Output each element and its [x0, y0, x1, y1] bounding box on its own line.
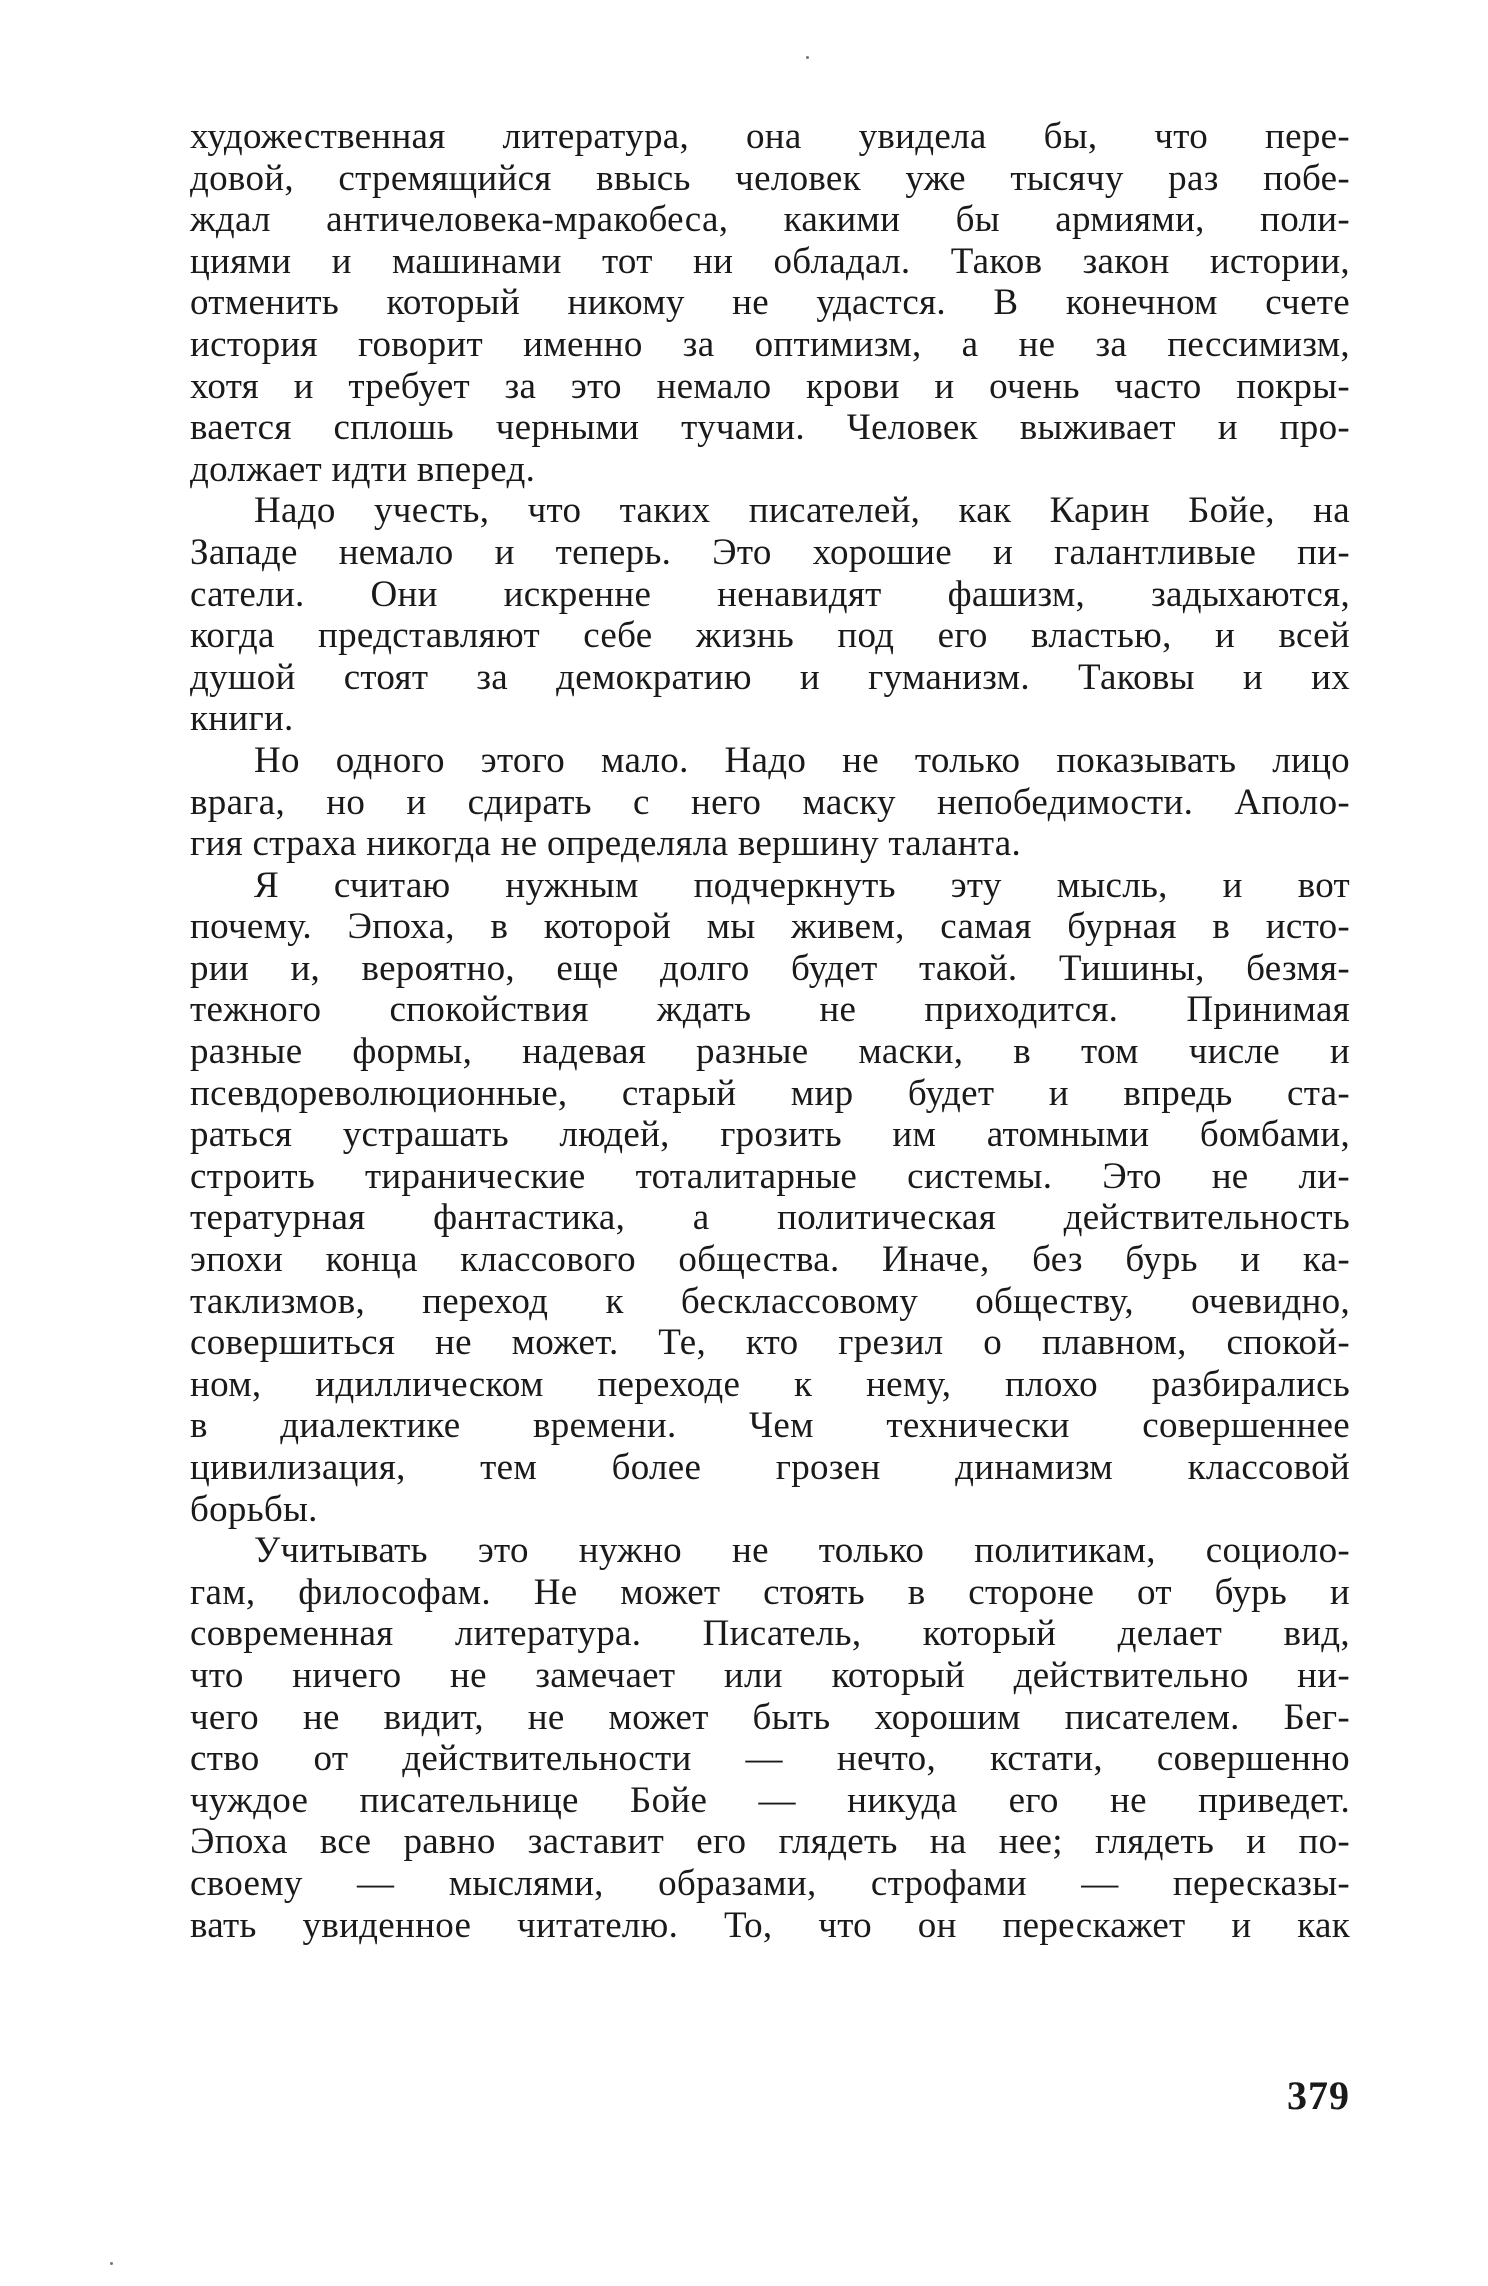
body-text [190, 116, 1350, 1946]
print-speck [110, 2262, 113, 2265]
paragraph [190, 490, 1350, 740]
text-line: цивилизация, тем более грозен динамизм классовой [190, 1447, 1350, 1488]
text-line: ждал античеловека-мракобеса, какими бы армиями, поли- [190, 199, 1350, 241]
text-line: тежного спокойствия ждать не приходится. Принимая [190, 989, 1350, 1031]
text-line: гам, философам. Не может стоять в стороне от бурь и [190, 1571, 1350, 1613]
text-line: своему — мыслями, образами, строфами — пересказы- [190, 1862, 1350, 1904]
text-line: довой, стремящийся ввысь человек уже тысячу раз побе- [190, 157, 1350, 199]
text-line: ство от действительности — нечто, кстати, совершенно [190, 1738, 1350, 1780]
text-line: душой стоят за демократию и гуманизм. Таковы и их [190, 656, 1350, 698]
text-line: в диалектике времени. Чем технически совершеннее [190, 1405, 1350, 1447]
text-line: врага, но и сдирать с него маску непобедимости. Аполо- [190, 781, 1350, 823]
text-line: ном, идиллическом переходе к нему, плохо разбирались [190, 1363, 1350, 1405]
text-line: Западе немало и теперь. Это хорошие и галантливые пи- [190, 531, 1350, 573]
text-line: Надо учесть, что таких писателей, как Карин Бойе, на [254, 490, 1350, 532]
text-line: чего не видит, не может быть хорошим писателем. Бег- [190, 1696, 1350, 1738]
paragraph [190, 740, 1350, 865]
paragraph [190, 116, 1350, 490]
text-line: псевдореволюционные, старый мир будет и впредь ста- [190, 1072, 1350, 1114]
text-line: рии и, вероятно, еще долго будет такой. Тишины, безмя- [190, 947, 1350, 989]
text-line: должает идти вперед. [190, 448, 536, 490]
page-number: 379 [1287, 2073, 1350, 2118]
text-line: раться устрашать людей, грозить им атомными бомбами, [190, 1114, 1350, 1156]
text-line: Я считаю нужным подчеркнуть эту мысль, и вот [254, 864, 1350, 906]
text-line: совершиться не может. Те, кто грезил о плавном, спокой- [190, 1322, 1350, 1364]
text-line: чуждое писательнице Бойе — никуда его не приведет. [190, 1779, 1350, 1821]
text-line: книги. [190, 698, 294, 740]
text-line: разные формы, надевая разные маски, в том числе и [190, 1031, 1350, 1073]
text-line: что ничего не замечает или который действительно ни- [190, 1654, 1350, 1696]
text-line: почему. Эпоха, в которой мы живем, самая бурная в исто- [190, 906, 1350, 948]
paragraph [190, 1530, 1350, 1946]
print-speck [806, 56, 809, 59]
text-line: хотя и требует за это немало крови и очень часто покры- [190, 365, 1350, 407]
text-line: отменить который никому не удастся. В конечном счете [190, 282, 1350, 324]
text-line: история говорит именно за оптимизм, а не за пессимизм, [190, 323, 1350, 365]
paragraph [190, 865, 1350, 1531]
text-line: тературная фантастика, а политическая действительность [190, 1197, 1350, 1239]
text-line: таклизмов, переход к бесклассовому обществу, очевидно, [190, 1280, 1350, 1322]
text-line: вать увиденное читателю. То, что он перескажет и как [190, 1904, 1350, 1946]
text-line: борьбы. [190, 1488, 318, 1530]
text-line: современная литература. Писатель, который делает вид, [190, 1613, 1350, 1655]
text-line: Но одного этого мало. Надо не только показывать лицо [254, 739, 1350, 781]
text-line: художественная литература, она увидела бы, что пере- [190, 116, 1350, 157]
text-line: Эпоха все равно заставит его глядеть на нее; глядеть и по- [190, 1821, 1350, 1863]
text-line: когда представляют себе жизнь под его властью, и всей [190, 615, 1350, 657]
text-line: гия страха никогда не определяла вершину таланта. [190, 823, 1022, 865]
text-line: циями и машинами тот ни обладал. Таков закон истории, [190, 240, 1350, 282]
text-line: сатели. Они искренне ненавидят фашизм, задыхаются, [190, 573, 1350, 615]
text-line: вается сплошь черными тучами. Человек выживает и про- [190, 407, 1350, 449]
text-line: строить тиранические тоталитарные системы. Это не ли- [190, 1155, 1350, 1197]
text-line: Учитывать это нужно не только политикам, социоло- [254, 1530, 1350, 1572]
text-line: эпохи конца классового общества. Иначе, без бурь и ка- [190, 1239, 1350, 1281]
